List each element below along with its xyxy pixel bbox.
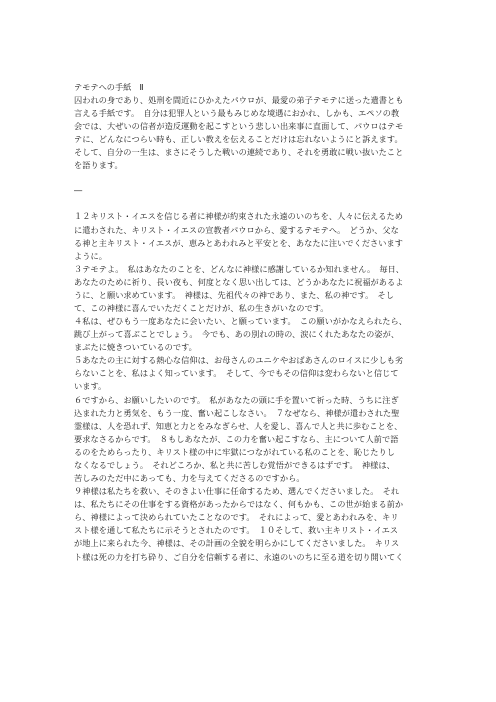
document-title: テモテへの手紙 Ⅱ — [74, 82, 144, 92]
verse-block: ６ですから、お願いしたいのです。 私があなたの頭に手を置いて祈った時、うちに注ぎ 込まれた力と勇気を、もう一度、奮い起こしなさい。 ７なぜなら、神様が遣わされた聖 霊様は、人を恐れず、知恵と力とをみなぎらせ、人を愛し、喜んで人と共に歩むことを、 要求なさるからです。 ８もしあなたが、この力を奮い起こすなら、主について人前で語 るのをためらったり、キリスト様の中に牢獄につながれている私のことを、恥じたりし なくなるでしょう。 それどころか、私と共に苦しむ覚悟ができるはずです。 神様は、 苦しみのただ中にあっても、力を与えてくださるのですから。 — [74, 394, 403, 484]
document-page — [74, 81, 430, 564]
verse-block: ９神様は私たちを救い、そのきよい仕事に任命するため、選んでくださいました。 それ は、私たちにその仕事をする資格があったからではなく、何もかも、この世が始まる前か ら、神様によって決められていたことなのです。 それによって、愛とあわれみを、キリ スト様を通して私たちに示そうとされたのです。 １０そして、救い主キリスト・イエス が地上に来られた今、神様は、その計画の全貌を明らかにしてくださいました。 キリス ト様は死の力を打ち砕り、ご自分を信頼する者に、永遠のいのちに至る道を切り開いてく — [74, 486, 404, 562]
verse-block: ４私は、ぜひもう一度あなたに会いたい、と願っています。 この願いがかなえられたら、 跳び上がって喜ぶことでしょう。 今でも、あの別れの時の、涙にくれたあなたの姿が、 まぶたに焼きついているのです。 — [74, 316, 407, 353]
verse-block: ５あなたの主に対する熱心な信仰は、お母さんのユニケやおばあさんのロイスに少しも劣 らないことを、私はよく知っています。 そして、今でもその信仰は変わらないと信じて います。 — [74, 355, 404, 392]
section-divider: ― — [74, 185, 83, 196]
verse-block: １２キリスト・イエスを信じる者に神様が約束された永遠のいのちを、人々に伝えるため に遣わされた、キリスト・イエスの宣教者パウロから、愛するテモテへ。 どうか、父な る神と主キリスト・イエスが、恵みとあわれみと平安とを、あなたに注いでくださいます ように。 — [74, 211, 404, 261]
verse-block: ３テモテよ。 私はあなたのことを、どんなに神様に感謝しているか知れません。 毎日、 あなたのために祈り、長い夜も、何度となく思い出しては、どうかあなたに祝福があるよ うに、と願い求めています。 神様は、先祖代々の神であり、また、私の神です。 そし て、この神様に喜んでいただくことだけが、私の生きがいなのです。 — [74, 263, 405, 314]
intro-paragraph: 囚われの身であり、処刑を間近にひかえたパウロが、最愛の弟子テモテに送った遺書とも 言える手紙です。 自分は犯罪人という最もみじめな境遇におかれ、しかも、エペソの教 会では、大ぜいの信者が造反運動を起こすという悲しい出来事に直面して、パウロはテモ テに、どんなにつらい時も、正しい教えを伝えることだけは忘れないようにと訴えます。 そして、自分の一生は、まさにそうした戦いの連続であり、それを勇敢に戦い抜いたこと を語ります。 — [74, 95, 404, 171]
